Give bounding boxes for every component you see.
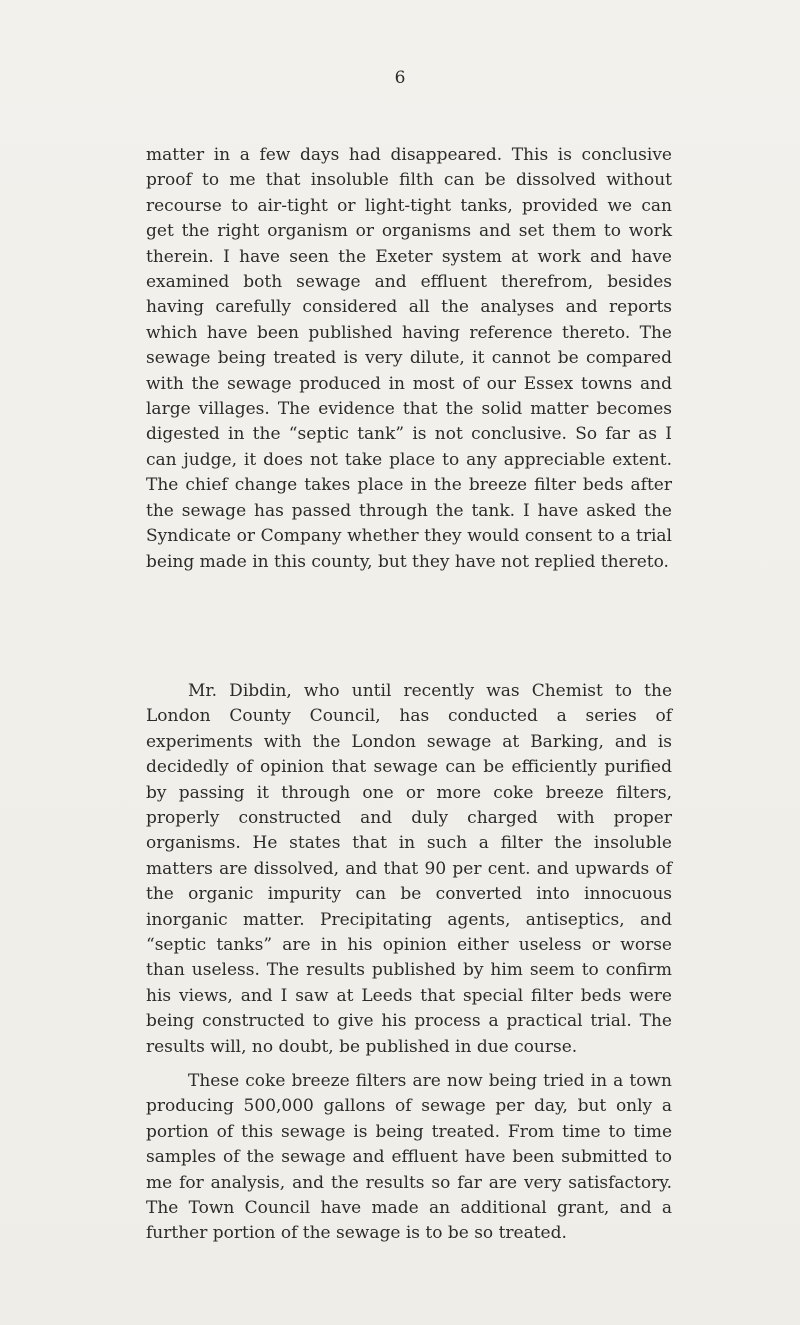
paragraph-coke-breeze-filters: These coke breeze filters are now being tried in a town producing 500,000 gallons of sewage per day, but only a portion of this sewage is being treated. From time to time samples of the sewage and effluent have been submitted to me for analysis, and the results so far are very satisfactory. The Town Council have made an additional grant, and a further portion of the sewage is to be so treated. [146,1071,672,1244]
paragraph-dibdin-experiments: Mr. Dibdin, who until recently was Chemist to the London County Council, has conducted a series of experiments with the London sewage at Barking, and is decidedly of opinion that sewage can be efficiently purified by passing it through one or more coke breeze filters, properly constructed and duly charged with proper organisms. He states that in such a filter the insoluble matters are dissolved, and that 90 per cent. and upwards of the organic impurity can be converted into innocuous inorganic matter. Precipitating agents, antiseptics, and “septic tanks” are in his opinion either useless or worse than useless. The results published by him seem to confirm his views, and I saw at Leeds that special filter beds were being constructed to give his process a practical trial. The results will, no doubt, be published in due course. [146,681,672,1057]
paragraph-exeter-system: matter in a few days had disappeared. This is conclusive proof to me that insoluble filth can be dissolved without recourse to air-tight or light-tight tanks, provided we can get the right organism or organisms and set them to work therein. I have seen the Exeter system at work and have examined both sewage and effluent therefrom, besides having carefully considered all the analyses and reports which have been published having reference thereto. The sewage being treated is very dilute, it cannot be compared with the sewage produced in most of our Essex towns and large villages. The evidence that the solid matter becomes digested in the “septic tank” is not conclusive. So far as I can judge, it does not take place to any appreciable extent. The chief change takes place in the breeze filter beds after the sewage has passed through the tank. I have asked the Syndicate or Company whether they would consent to a trial being made in this county, but they have not replied thereto. [146,145,672,572]
page-number: 6 [394,68,406,88]
